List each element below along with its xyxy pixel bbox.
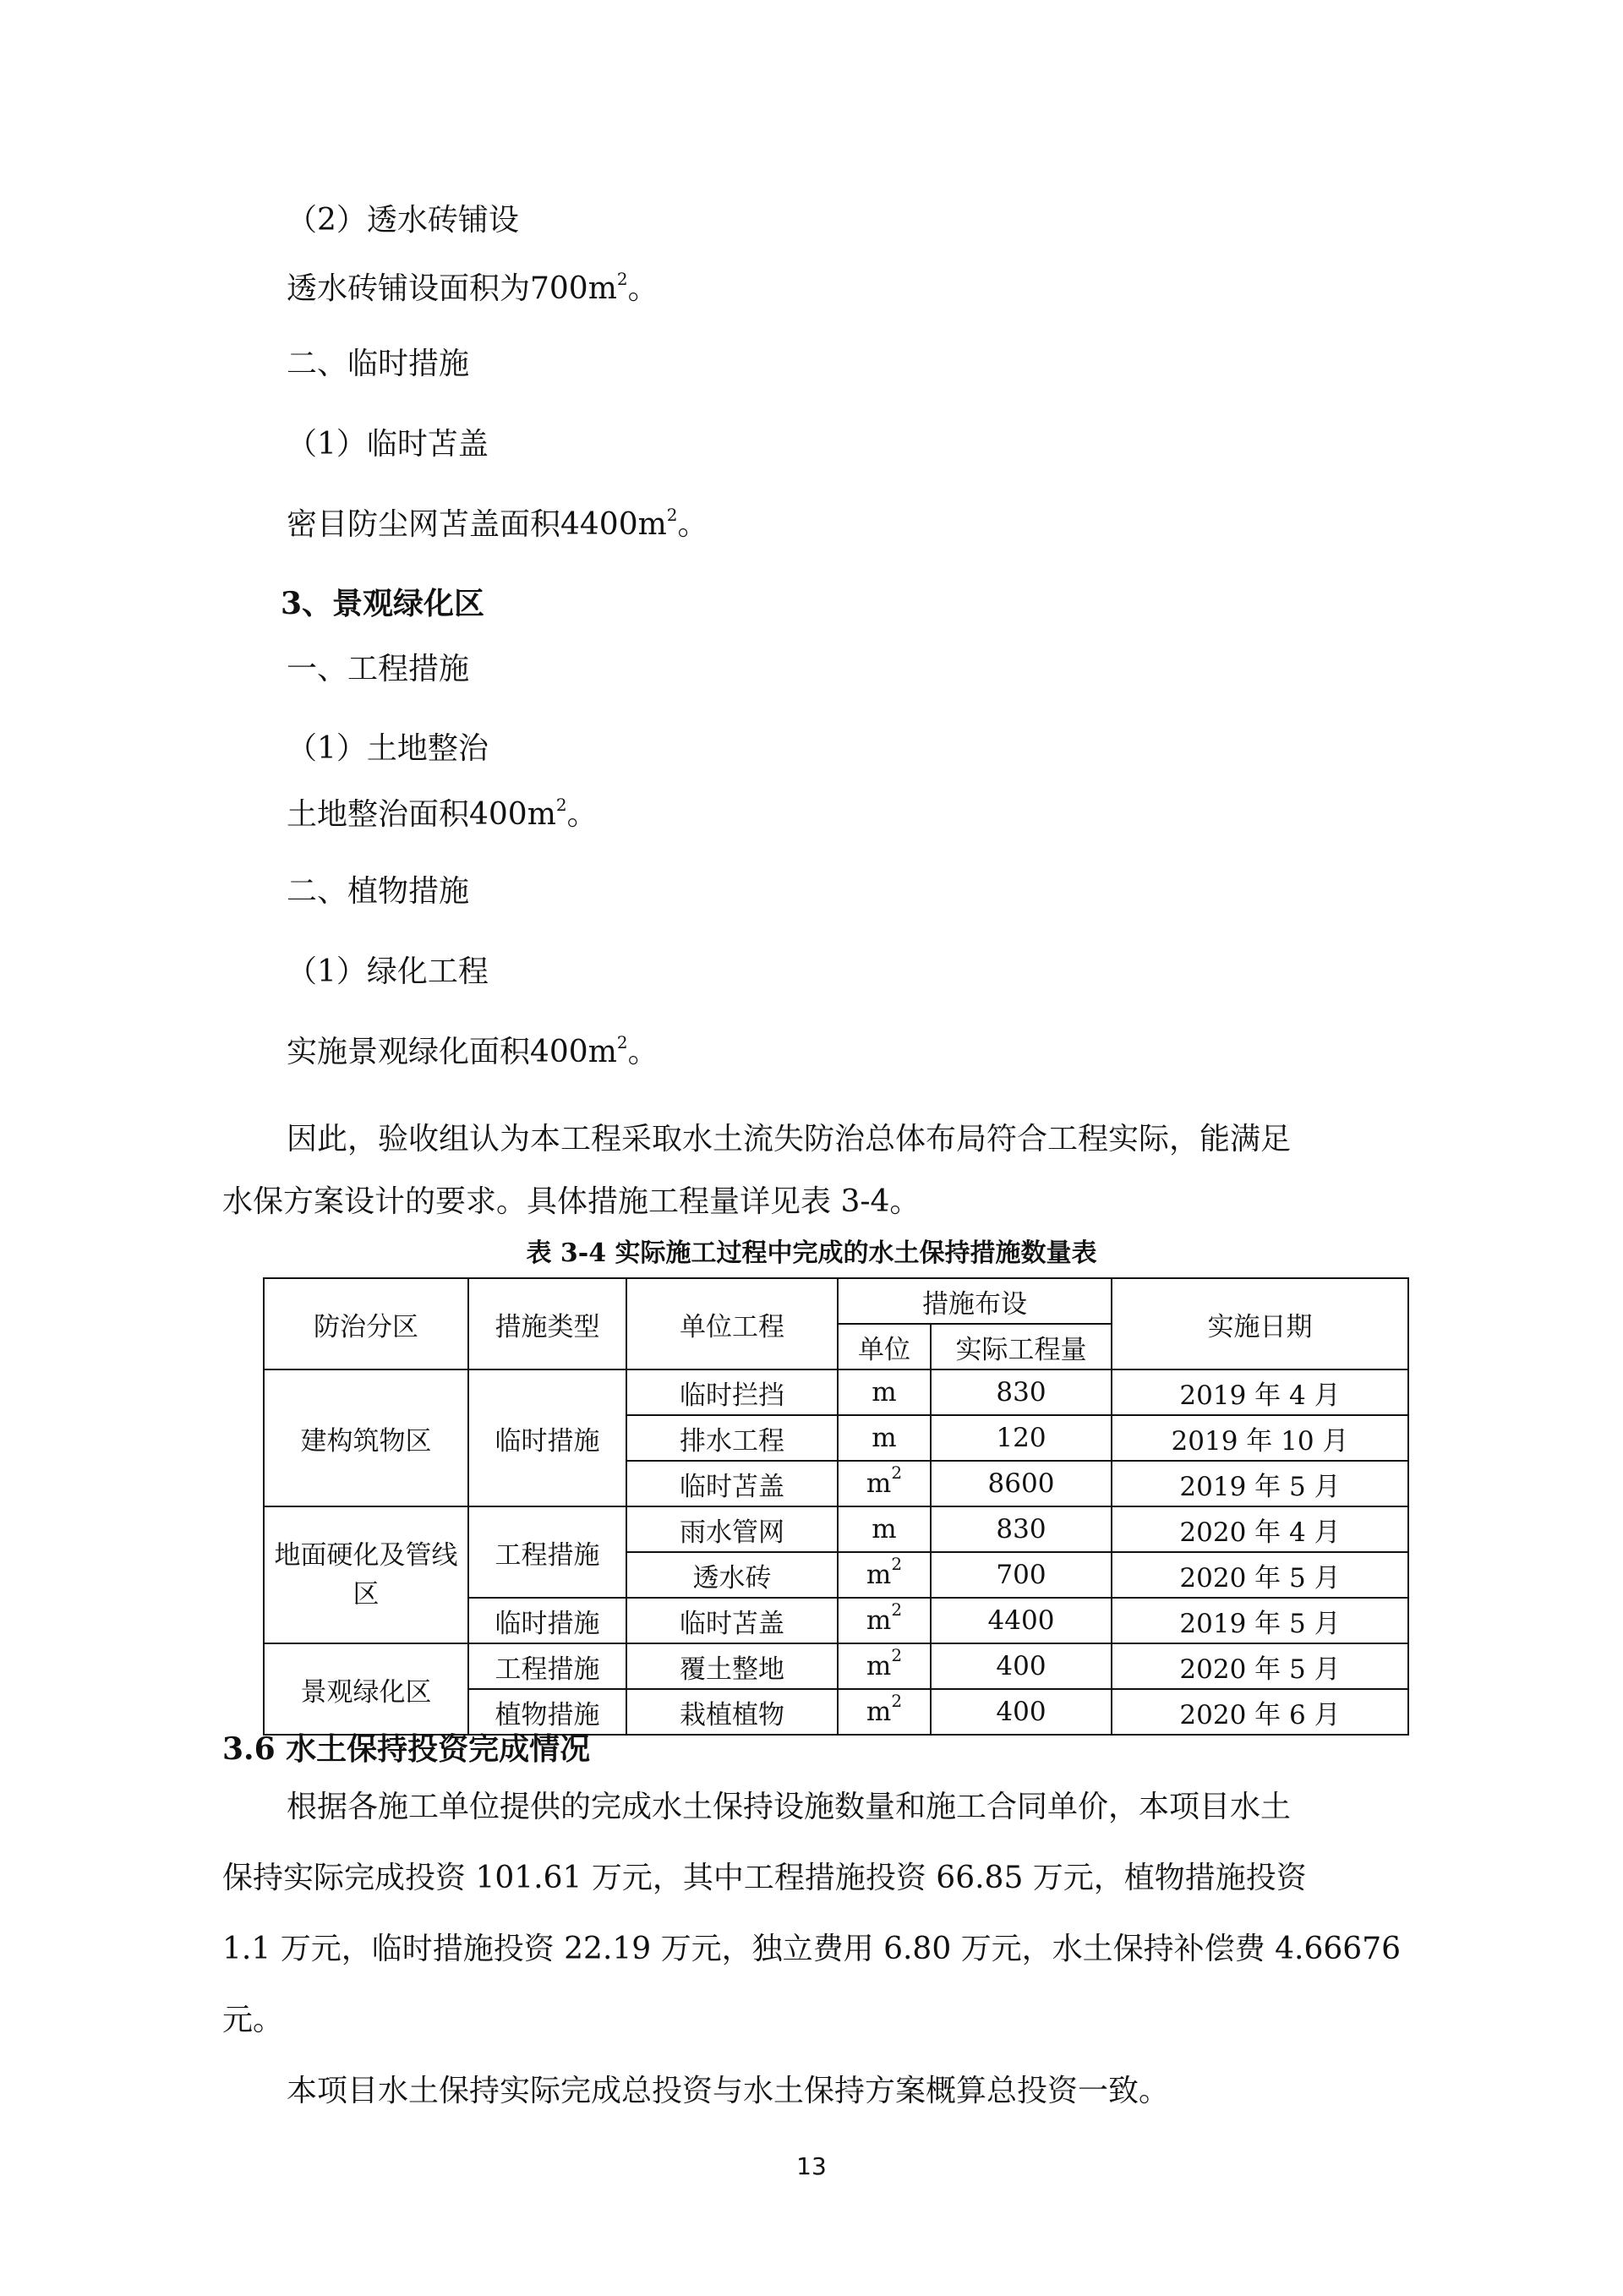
unit-cell — [838, 1643, 931, 1689]
unit-sup: 2 — [891, 1645, 903, 1665]
paragraph-line: 本项目水土保持实际完成总投资与水土保持方案概算总投资一致。 — [287, 2074, 1170, 2108]
zone-cell: 地面硬化及管线区 — [264, 1506, 468, 1643]
date-cell: 2019 年 5 月 — [1112, 1598, 1408, 1643]
table-row — [264, 1506, 1408, 1552]
text: 透水砖铺设面积为700m — [287, 271, 617, 306]
project-cell: 排水工程 — [626, 1415, 838, 1461]
project-cell: 栽植植物 — [626, 1689, 838, 1735]
body-line-1: （2）透水砖铺设 — [287, 203, 519, 238]
type-cell: 工程措施 — [468, 1506, 626, 1598]
quantity-cell: 700 — [931, 1552, 1112, 1598]
header-type: 措施类型 — [468, 1278, 626, 1369]
date-cell: 2020 年 4 月 — [1112, 1506, 1408, 1552]
quantity-cell: 8600 — [931, 1461, 1112, 1506]
unit-text: m — [866, 1560, 892, 1590]
unit-cell — [838, 1689, 931, 1735]
superscript: 2 — [555, 795, 567, 815]
unit-text: m — [872, 1514, 897, 1544]
date-cell: 2019 年 4 月 — [1112, 1369, 1408, 1415]
paragraph-line: 水保方案设计的要求。具体措施工程量详见表 3-4。 — [222, 1184, 921, 1219]
body-line-12 — [287, 1032, 658, 1073]
text: 实施景观绿化面积400m — [287, 1035, 617, 1069]
unit-text: m — [866, 1468, 892, 1499]
text: 土地整治面积400m — [287, 797, 556, 832]
superscript: 2 — [616, 269, 628, 289]
unit-cell — [838, 1598, 931, 1643]
type-cell: 临时措施 — [468, 1598, 626, 1643]
unit-sup: 2 — [891, 1691, 903, 1711]
date-cell: 2020 年 5 月 — [1112, 1643, 1408, 1689]
unit-sup: 2 — [891, 1554, 903, 1574]
body-line-3: 二、临时措施 — [287, 347, 470, 381]
body-line-9 — [287, 795, 598, 835]
unit-text: m — [866, 1697, 892, 1727]
paragraph-line: 因此，验收组认为本工程采取水土流失防治总体布局符合工程实际，能满足 — [287, 1122, 1292, 1156]
table-row — [264, 1369, 1408, 1415]
body-line-8: （1）土地整治 — [287, 731, 489, 766]
unit-text: m — [872, 1423, 897, 1453]
body-line-10: 二、植物措施 — [287, 874, 470, 909]
unit-text: m — [866, 1605, 892, 1636]
unit-cell — [838, 1461, 931, 1506]
text: 。 — [566, 797, 598, 832]
superscript: 2 — [616, 1032, 628, 1052]
body-line-7: 一、工程措施 — [287, 652, 470, 686]
paragraph-investment — [222, 1772, 1406, 2127]
table-row — [264, 1643, 1408, 1689]
date-cell: 2019 年 10 月 — [1112, 1415, 1408, 1461]
header-quantity: 实际工程量 — [931, 1324, 1112, 1369]
project-cell: 临时苫盖 — [626, 1598, 838, 1643]
paragraph-line: 保持实际完成投资 101.61 万元，其中工程措施投资 66.85 万元，植物措施投资 — [222, 1861, 1307, 1895]
unit-sup: 2 — [891, 1599, 903, 1620]
zone-cell: 建构筑物区 — [264, 1369, 468, 1506]
paragraph-line: 1.1 万元，临时措施投资 22.19 万元，独立费用 6.80 万元，水土保持补偿费 4.66676 — [222, 1932, 1401, 1966]
section-heading: 3.6 水土保持投资完成情况 — [222, 1731, 591, 1767]
project-cell: 临时苫盖 — [626, 1461, 838, 1506]
unit-text: m — [866, 1651, 892, 1681]
type-cell: 工程措施 — [468, 1643, 626, 1689]
quantity-cell: 400 — [931, 1689, 1112, 1735]
body-line-4: （1）临时苫盖 — [287, 427, 489, 462]
quantity-cell: 830 — [931, 1506, 1112, 1552]
text: 。 — [677, 507, 708, 542]
measures-table — [263, 1277, 1409, 1736]
superscript: 2 — [666, 505, 678, 525]
project-cell: 临时拦挡 — [626, 1369, 838, 1415]
table-caption: 表 3-4 实际施工过程中完成的水土保持措施数量表 — [526, 1238, 1097, 1268]
project-cell: 雨水管网 — [626, 1506, 838, 1552]
type-cell: 植物措施 — [468, 1689, 626, 1735]
zone-cell: 景观绿化区 — [264, 1643, 468, 1735]
date-cell: 2020 年 5 月 — [1112, 1552, 1408, 1598]
subsection-heading: 3、景观绿化区 — [281, 586, 485, 621]
quantity-cell: 830 — [931, 1369, 1112, 1415]
body-line-5 — [287, 505, 708, 545]
header-unit: 单位 — [838, 1324, 931, 1369]
date-cell: 2020 年 6 月 — [1112, 1689, 1408, 1735]
date-cell: 2019 年 5 月 — [1112, 1461, 1408, 1506]
project-cell: 覆土整地 — [626, 1643, 838, 1689]
header-unit-project: 单位工程 — [626, 1278, 838, 1369]
header-layout: 措施布设 — [838, 1278, 1112, 1324]
unit-cell — [838, 1369, 931, 1415]
text: 。 — [627, 271, 658, 306]
text: 。 — [627, 1035, 658, 1069]
quantity-cell: 4400 — [931, 1598, 1112, 1643]
unit-cell — [838, 1552, 931, 1598]
unit-cell — [838, 1506, 931, 1552]
quantity-cell: 400 — [931, 1643, 1112, 1689]
paragraph-line: 元。 — [222, 2003, 284, 2037]
project-cell: 透水砖 — [626, 1552, 838, 1598]
page-number: 13 — [796, 2152, 827, 2180]
table-header-row — [264, 1278, 1408, 1324]
header-zone: 防治分区 — [264, 1278, 468, 1369]
body-line-2 — [287, 269, 658, 309]
unit-text: m — [872, 1377, 897, 1408]
header-date: 实施日期 — [1112, 1278, 1408, 1369]
body-line-11: （1）绿化工程 — [287, 954, 489, 989]
quantity-cell: 120 — [931, 1415, 1112, 1461]
paragraph-conclusion — [222, 1104, 1406, 1229]
text: 密目防尘网苫盖面积4400m — [287, 507, 667, 542]
unit-sup: 2 — [891, 1462, 903, 1483]
paragraph-line: 根据各施工单位提供的完成水土保持设施数量和施工合同单价，本项目水土 — [287, 1790, 1292, 1824]
type-cell: 临时措施 — [468, 1369, 626, 1506]
unit-cell — [838, 1415, 931, 1461]
